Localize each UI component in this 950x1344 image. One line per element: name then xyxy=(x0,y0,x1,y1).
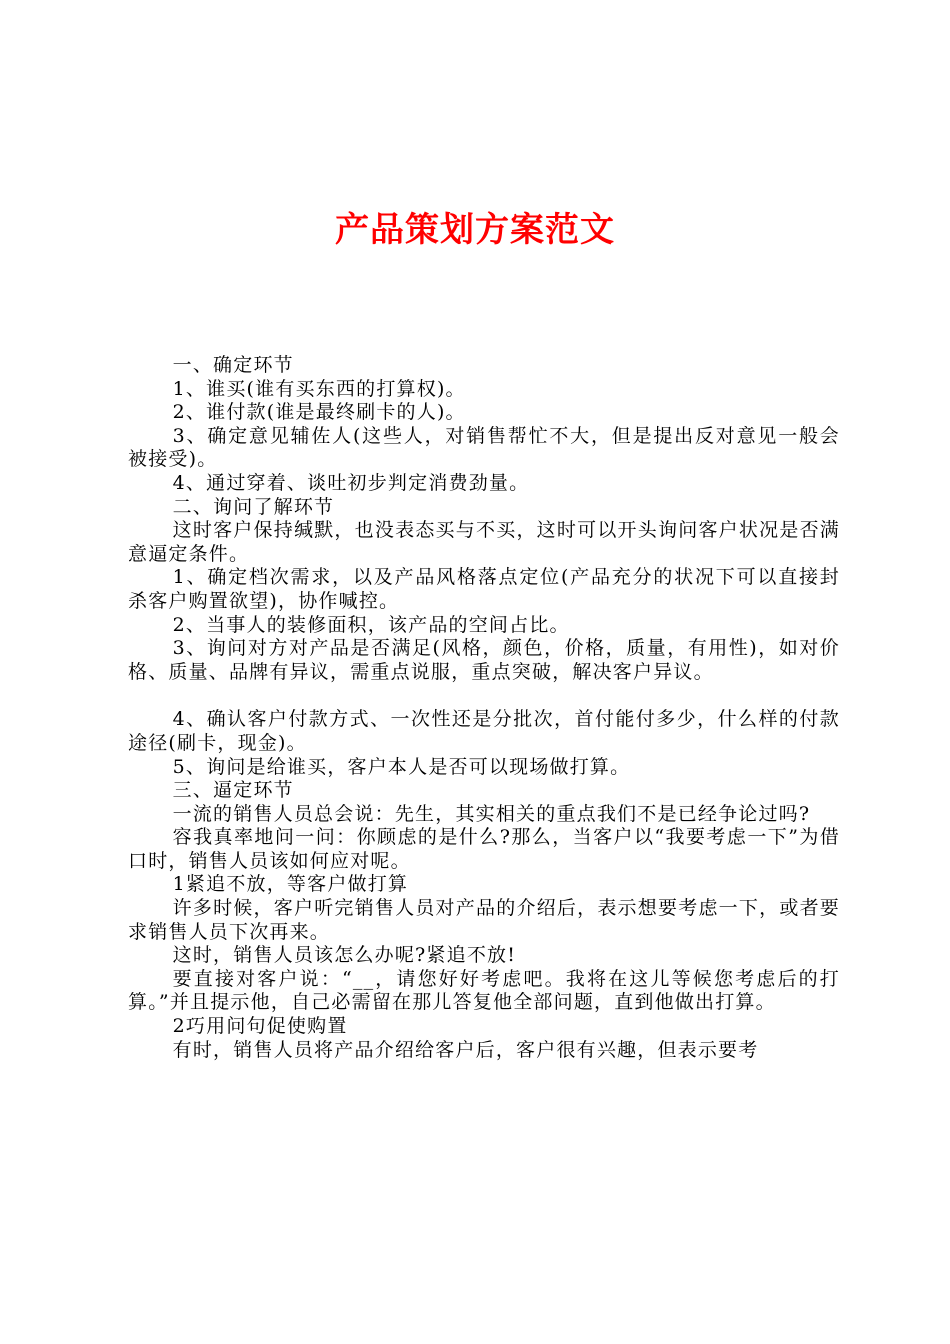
paragraph: 要直接对客户说：“__，请您好好考虑吧。我将在这儿等候您考虑后的打算。”并且提示他，自己必需留在那儿答复他全部问题，直到他做出打算。 xyxy=(128,967,840,1014)
section-heading-2: 二、询问了解环节 xyxy=(172,495,335,518)
subheading: 2巧用问句促使购置 xyxy=(172,1015,348,1038)
paragraph: 2、当事人的装修面积，该产品的空间占比。 xyxy=(172,613,570,636)
paragraph: 3、确定意见辅佐人(这些人，对销售帮忙不大，但是提出反对意见一般会被接受)。 xyxy=(128,424,840,471)
paragraph: 5、询问是给谁买，客户本人是否可以现场做打算。 xyxy=(172,755,631,778)
paragraph: 4、通过穿着、谈吐初步判定消费劲量。 xyxy=(172,471,530,494)
paragraph: 容我真率地问一问：你顾虑的是什么?那么，当客户以“我要考虑一下”为借口时，销售人员该如何应对呢。 xyxy=(128,826,840,872)
paragraph: 有时，销售人员将产品介绍给客户后，客户很有兴趣，但表示要考 xyxy=(172,1038,759,1061)
section-heading-1: 一、确定环节 xyxy=(172,354,294,376)
paragraph: 1、确定档次需求，以及产品风格落点定位(产品充分的状况下可以直接封杀客户购置欲望)，协作喊控。 xyxy=(128,566,840,612)
paragraph: 2、谁付款(谁是最终刷卡的人)。 xyxy=(172,401,466,424)
document-body xyxy=(128,354,840,1062)
paragraph: 许多时候，客户听完销售人员对产品的介绍后，表示想要考虑一下，或者要求销售人员下次再来。 xyxy=(128,897,840,943)
paragraph: 这时，销售人员该怎么办呢?紧追不放! xyxy=(172,944,517,967)
paragraph: 一流的销售人员总会说：先生，其实相关的重点我们不是已经争论过吗? xyxy=(172,802,811,825)
paragraph: 3、询问对方对产品是否满足(风格，颜色，价格，质量，有用性)，如对价格、质量、品牌有异议，需重点说服，重点突破，解决客户异议。 xyxy=(128,637,840,683)
section-heading-3: 三、逼定环节 xyxy=(172,779,294,802)
document-title: 产品策划方案范文 xyxy=(335,210,615,250)
blank-line xyxy=(128,684,840,708)
paragraph: 这时客户保持缄默，也没表态买与不买，这时可以开头询问客户状况是否满意逼定条件。 xyxy=(128,519,840,565)
paragraph: 1、谁买(谁有买东西的打算权)。 xyxy=(172,377,466,400)
subheading: 1紧追不放，等客户做打算 xyxy=(172,873,409,896)
paragraph: 4、确认客户付款方式、一次性还是分批次，首付能付多少，什么样的付款途径(刷卡，现金)。 xyxy=(128,708,840,754)
